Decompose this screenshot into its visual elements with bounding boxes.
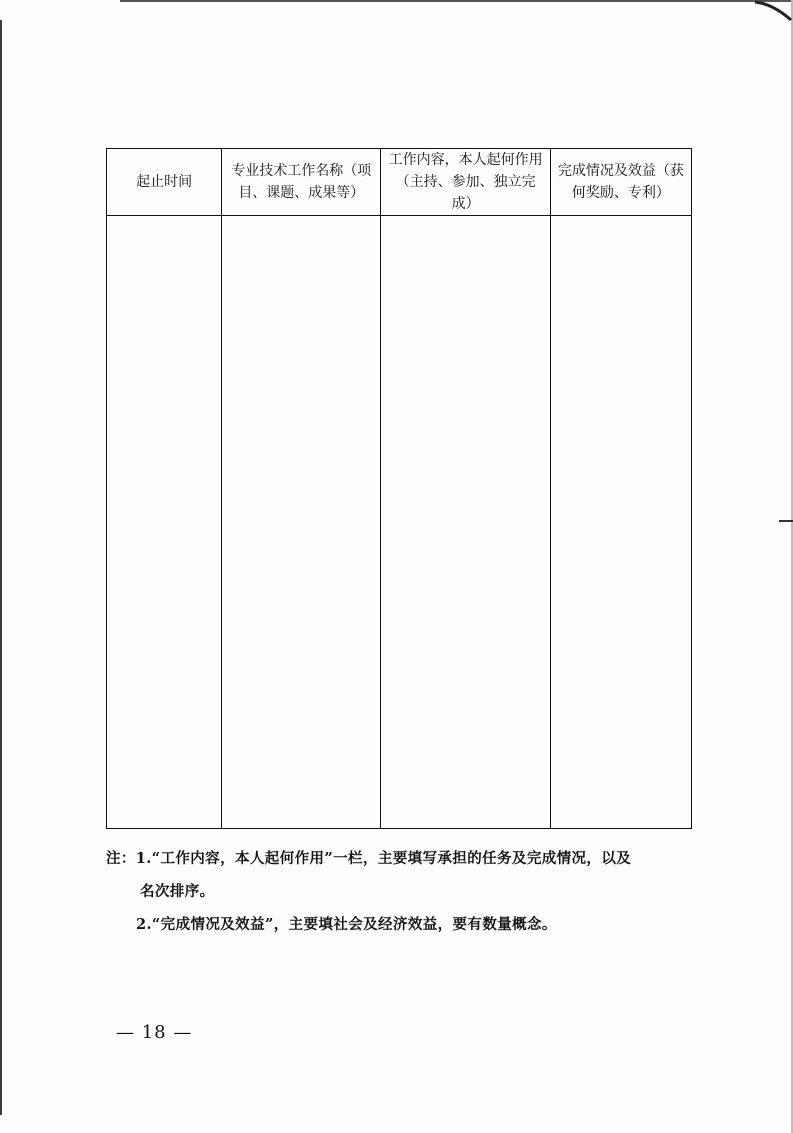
- cell-results[interactable]: [550, 216, 691, 829]
- note-2: 2.“完成情况及效益”，主要填社会及经济效益，要有数量概念。: [136, 916, 557, 933]
- scan-edge-left: [0, 20, 2, 1115]
- header-results: 完成情况及效益（获何奖励、专利）: [550, 149, 691, 216]
- table-header-row: [107, 149, 692, 216]
- note-1-continuation: 名次排序。: [140, 883, 215, 900]
- header-work-name: 专业技术工作名称（项目、课题、成果等）: [222, 149, 381, 216]
- header-work-content: 工作内容，本人起何作用（主持、参加、独立完成）: [381, 149, 550, 216]
- cell-period[interactable]: [107, 216, 222, 829]
- scan-margin-tick: [779, 520, 793, 522]
- scan-edge-top: [120, 0, 793, 2]
- work-record-table: [106, 148, 692, 829]
- cell-work-content[interactable]: [381, 216, 550, 829]
- scan-corner-mark: [753, 0, 793, 22]
- table-row: [107, 216, 692, 829]
- header-period: 起止时间: [107, 149, 222, 216]
- note-1: 注：1.“工作内容，本人起何作用”一栏，主要填写承担的任务及完成情况，以及: [106, 850, 632, 867]
- notes-section: [106, 842, 716, 941]
- cell-work-name[interactable]: [222, 216, 381, 829]
- page-number: — 18 —: [116, 1022, 193, 1043]
